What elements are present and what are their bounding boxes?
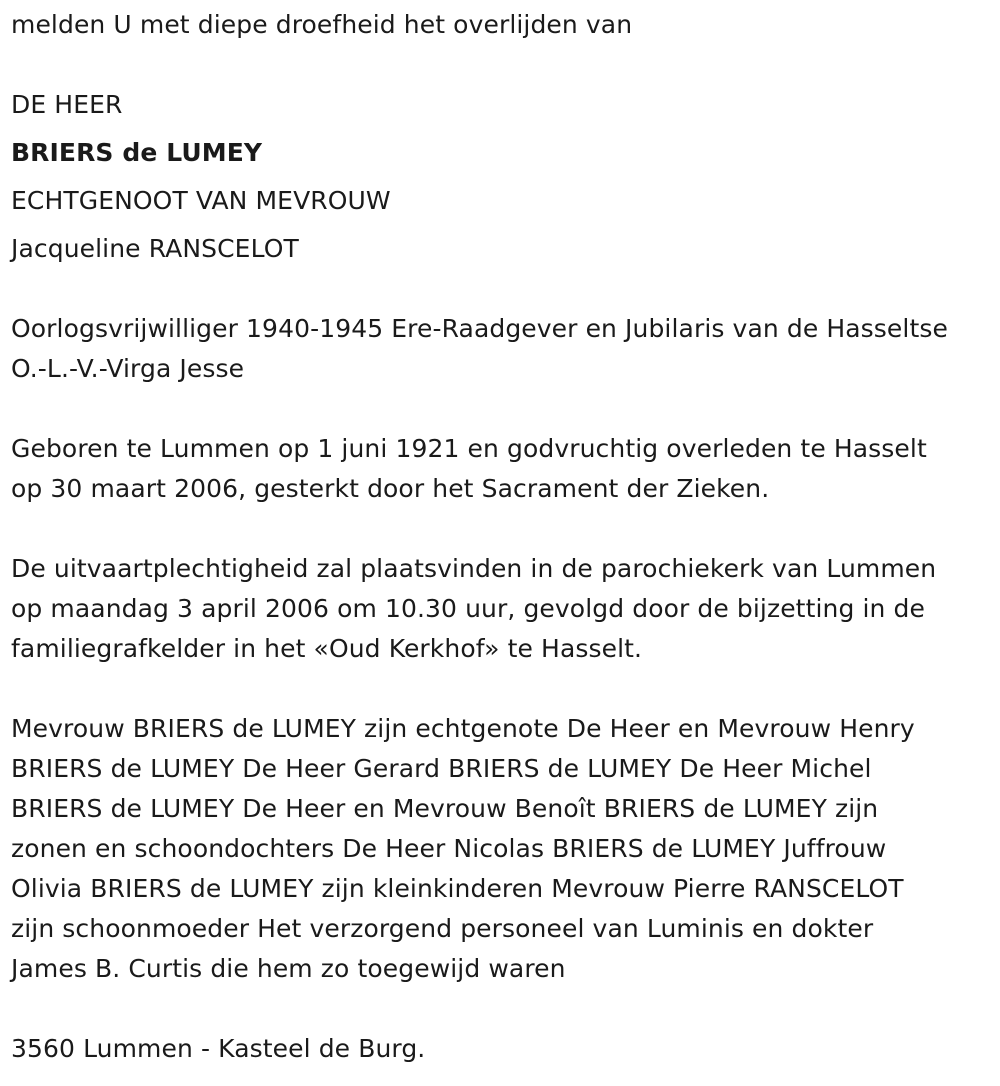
spouse-name: Jacqueline RANSCELOT [11,234,299,263]
birth-death-line: op 30 maart 2006, gesterkt door het Sacrament der Zieken. [11,474,770,503]
family-line: zijn schoonmoeder Het verzorgend personeel van Luminis en dokter [11,914,874,943]
address: 3560 Lummen - Kasteel de Burg. [11,1034,426,1063]
funeral-line: De uitvaartplechtigheid zal plaatsvinden in de parochiekerk van Lummen [11,554,937,583]
family-line: James B. Curtis die hem zo toegewijd waren [11,954,566,983]
family-line: zonen en schoondochters De Heer Nicolas BRIERS de LUMEY Juffrouw [11,834,887,863]
family-line: BRIERS de LUMEY De Heer en Mevrouw Benoît BRIERS de LUMEY zijn [11,794,879,823]
birth-death-line: Geboren te Lummen op 1 juni 1921 en godvruchtig overleden te Hasselt [11,434,927,463]
spouse-label: ECHTGENOOT VAN MEVROUW [11,186,391,215]
titles-line: Oorlogsvrijwilliger 1940-1945 Ere-Raadgever en Jubilaris van de Hasseltse [11,314,948,343]
family-line: BRIERS de LUMEY De Heer Gerard BRIERS de LUMEY De Heer Michel [11,754,872,783]
funeral-line: op maandag 3 april 2006 om 10.30 uur, gevolgd door de bijzetting in de [11,594,925,623]
family-line: Mevrouw BRIERS de LUMEY zijn echtgenote De Heer en Mevrouw Henry [11,714,915,743]
titles-line: O.-L.-V.-Virga Jesse [11,354,245,383]
deceased-name: BRIERS de LUMEY [11,138,263,167]
honorific: DE HEER [11,90,123,119]
funeral-line: familiegrafkelder in het «Oud Kerkhof» te Hasselt. [11,634,643,663]
intro-text: melden U met diepe droefheid het overlijden van [11,10,633,39]
family-line: Olivia BRIERS de LUMEY zijn kleinkinderen Mevrouw Pierre RANSCELOT [11,874,904,903]
